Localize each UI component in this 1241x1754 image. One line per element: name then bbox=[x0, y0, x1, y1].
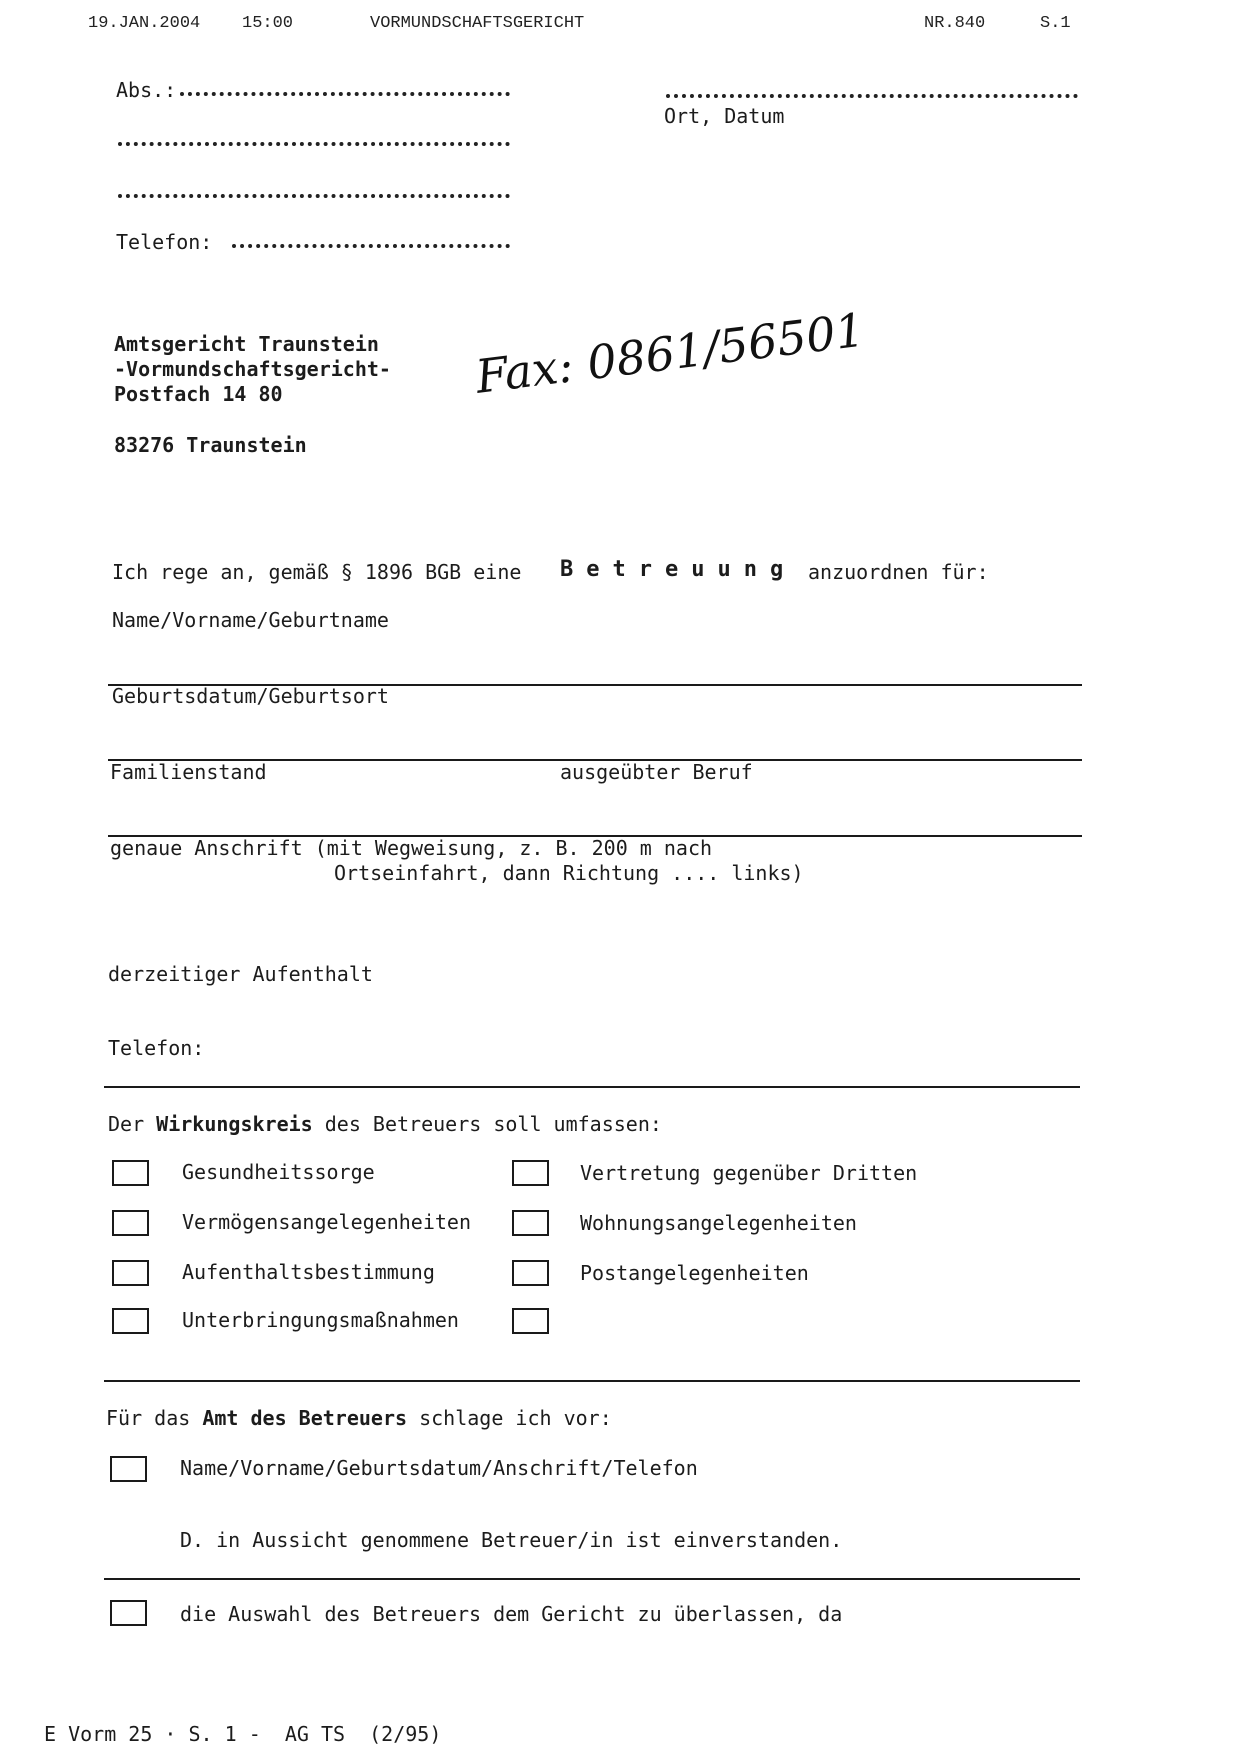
checkbox-aufenthaltsbestimmung[interactable] bbox=[112, 1260, 149, 1286]
checkbox-vorschlag[interactable] bbox=[110, 1456, 147, 1482]
checkbox-blank[interactable] bbox=[512, 1308, 549, 1334]
fax-header-time: 15:00 bbox=[242, 14, 294, 33]
fax-header-number: NR.840 bbox=[924, 14, 986, 33]
wirkungskreis-intro bbox=[108, 1112, 662, 1136]
request-prefix: Ich rege an, gemäß § 1896 BGB eine bbox=[112, 560, 522, 584]
section-divider-1 bbox=[104, 1086, 1080, 1088]
field-familienstand-label: Familienstand bbox=[110, 760, 267, 784]
recipient-line-1: Amtsgericht Traunstein bbox=[114, 332, 379, 356]
checkbox-unterbringung[interactable] bbox=[112, 1308, 149, 1334]
amt-intro-1: Für das bbox=[106, 1406, 191, 1430]
checkbox-vertretung[interactable] bbox=[512, 1160, 549, 1186]
handwritten-fax-number: Fax: 0861/56501 bbox=[472, 302, 868, 404]
checkbox-post[interactable] bbox=[512, 1260, 549, 1286]
option-post: Postangelegenheiten bbox=[580, 1261, 809, 1285]
abs-line-1[interactable] bbox=[180, 92, 510, 96]
request-keyword: Betreuung bbox=[560, 557, 797, 582]
section-divider-3 bbox=[104, 1578, 1080, 1580]
option-vermoegen: Vermögensangelegenheiten bbox=[182, 1210, 471, 1234]
fax-header-sender: VORMUNDSCHAFTSGERICHT bbox=[370, 14, 585, 33]
option-vorschlag: Name/Vorname/Geburtsdatum/Anschrift/Telefon bbox=[180, 1456, 698, 1480]
recipient-line-2: -Vormundschaftsgericht- bbox=[114, 357, 391, 381]
option-wohnung: Wohnungsangelegenheiten bbox=[580, 1211, 857, 1235]
field-name-label: Name/Vorname/Geburtname bbox=[112, 608, 389, 632]
field-geburt-label: Geburtsdatum/Geburtsort bbox=[112, 684, 389, 708]
checkbox-gericht[interactable] bbox=[110, 1600, 147, 1626]
amt-intro bbox=[106, 1406, 612, 1430]
amt-intro-bold: Amt des Betreuers bbox=[202, 1406, 408, 1430]
recipient-line-3: Postfach 14 80 bbox=[114, 382, 283, 406]
checkbox-vermoegen[interactable] bbox=[112, 1210, 149, 1236]
ort-datum-line[interactable] bbox=[666, 94, 1078, 98]
recipient-line-4: 83276 Traunstein bbox=[114, 433, 307, 457]
option-gericht: die Auswahl des Betreuers dem Gericht zu überlassen, da bbox=[180, 1602, 843, 1626]
checkbox-wohnung[interactable] bbox=[512, 1210, 549, 1236]
fax-header-page: S.1 bbox=[1040, 14, 1071, 33]
field-telefon-label: Telefon: bbox=[108, 1036, 205, 1060]
section-divider-2 bbox=[104, 1380, 1080, 1382]
wirkungskreis-intro-2: des Betreuers soll umfassen: bbox=[324, 1112, 662, 1136]
telefon-line-sender[interactable] bbox=[232, 244, 510, 248]
fax-header-date: 19.JAN.2004 bbox=[88, 14, 201, 33]
field-aufenthalt-label: derzeitiger Aufenthalt bbox=[108, 962, 373, 986]
form-footer: E Vorm 25 · S. 1 - AG TS (2/95) bbox=[44, 1722, 442, 1746]
abs-label: Abs.: bbox=[116, 78, 177, 102]
checkbox-gesundheitssorge[interactable] bbox=[112, 1160, 149, 1186]
abs-line-3[interactable] bbox=[118, 194, 510, 198]
field-beruf-label: ausgeübter Beruf bbox=[560, 760, 753, 784]
option-gesundheitssorge: Gesundheitssorge bbox=[182, 1160, 375, 1184]
ort-datum-label: Ort, Datum bbox=[664, 104, 785, 128]
abs-line-2[interactable] bbox=[118, 142, 510, 146]
option-unterbringung: Unterbringungsmaßnahmen bbox=[182, 1308, 459, 1332]
amt-intro-2: schlage ich vor: bbox=[419, 1406, 612, 1430]
field-anschrift-label-2: Ortseinfahrt, dann Richtung .... links) bbox=[334, 861, 804, 885]
option-aufenthaltsbestimmung: Aufenthaltsbestimmung bbox=[182, 1260, 435, 1284]
wirkungskreis-intro-bold: Wirkungskreis bbox=[156, 1112, 313, 1136]
option-vertretung: Vertretung gegenüber Dritten bbox=[580, 1161, 918, 1185]
request-suffix: anzuordnen für: bbox=[808, 560, 989, 584]
wirkungskreis-intro-1: Der bbox=[108, 1112, 145, 1136]
field-anschrift-label-1: genaue Anschrift (mit Wegweisung, z. B. 200 m nach bbox=[110, 836, 713, 860]
telefon-label-sender: Telefon: bbox=[116, 230, 213, 254]
einverstanden-text: D. in Aussicht genommene Betreuer/in ist einverstanden. bbox=[180, 1528, 843, 1552]
